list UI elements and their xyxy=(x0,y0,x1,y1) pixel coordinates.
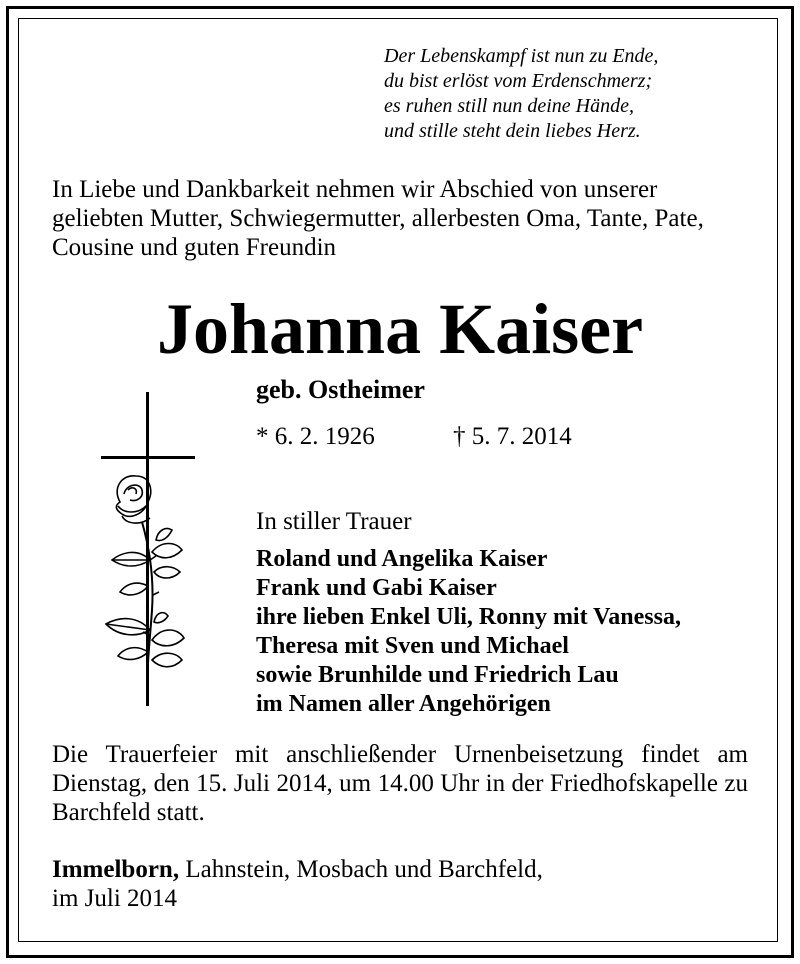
place-line xyxy=(52,855,543,884)
deceased-name: Johanna Kaiser xyxy=(156,289,644,369)
mourner-line: ihre lieben Enkel Uli, Ronny mit Vanessa, xyxy=(256,604,681,630)
birth-date: * 6. 2. 1926 xyxy=(256,423,375,450)
service-info: Die Trauerfeier mit anschließender Urnenbeisetzung findet am Dienstag, den 15. Juli 2014, um 14.00 Uhr in der Friedhofskapelle zu Barchfeld statt. xyxy=(52,741,748,826)
mourner-line: Theresa mit Sven und Michael xyxy=(256,633,569,659)
maiden-name: geb. Ostheimer xyxy=(256,375,425,404)
poem-line: es ruhen still nun deine Hände, xyxy=(384,95,634,117)
mourner-line: Frank und Gabi Kaiser xyxy=(256,575,497,601)
poem-line: und stille steht dein liebes Herz. xyxy=(384,120,641,142)
place-date: im Juli 2014 xyxy=(52,885,178,912)
poem xyxy=(384,44,658,144)
mourner-line: Roland und Angelika Kaiser xyxy=(256,546,548,572)
mourner-line: im Namen aller Angehörigen xyxy=(256,691,551,717)
place-bold: Immelborn, xyxy=(52,856,180,883)
mourner-line: sowie Brunhilde und Friedrich Lau xyxy=(256,662,619,688)
mourners-list xyxy=(256,545,681,719)
cross-with-rose-icon xyxy=(96,390,200,710)
place-and-date xyxy=(52,855,543,913)
mourning-label: In stiller Trauer xyxy=(256,508,412,535)
poem-line: Der Lebenskampf ist nun zu Ende, xyxy=(384,45,659,67)
life-dates xyxy=(256,421,572,453)
poem-line: du bist erlöst vom Erdenschmerz; xyxy=(384,70,653,92)
place-rest: Lahnstein, Mosbach und Barchfeld, xyxy=(179,856,543,883)
death-date: † 5. 7. 2014 xyxy=(453,423,572,450)
intro-text: In Liebe und Dankbarkeit nehmen wir Abschied von unserer geliebten Mutter, Schwiegermutter, allerbesten Oma, Tante, Pate, Cousine und guten Freundin xyxy=(52,176,704,261)
